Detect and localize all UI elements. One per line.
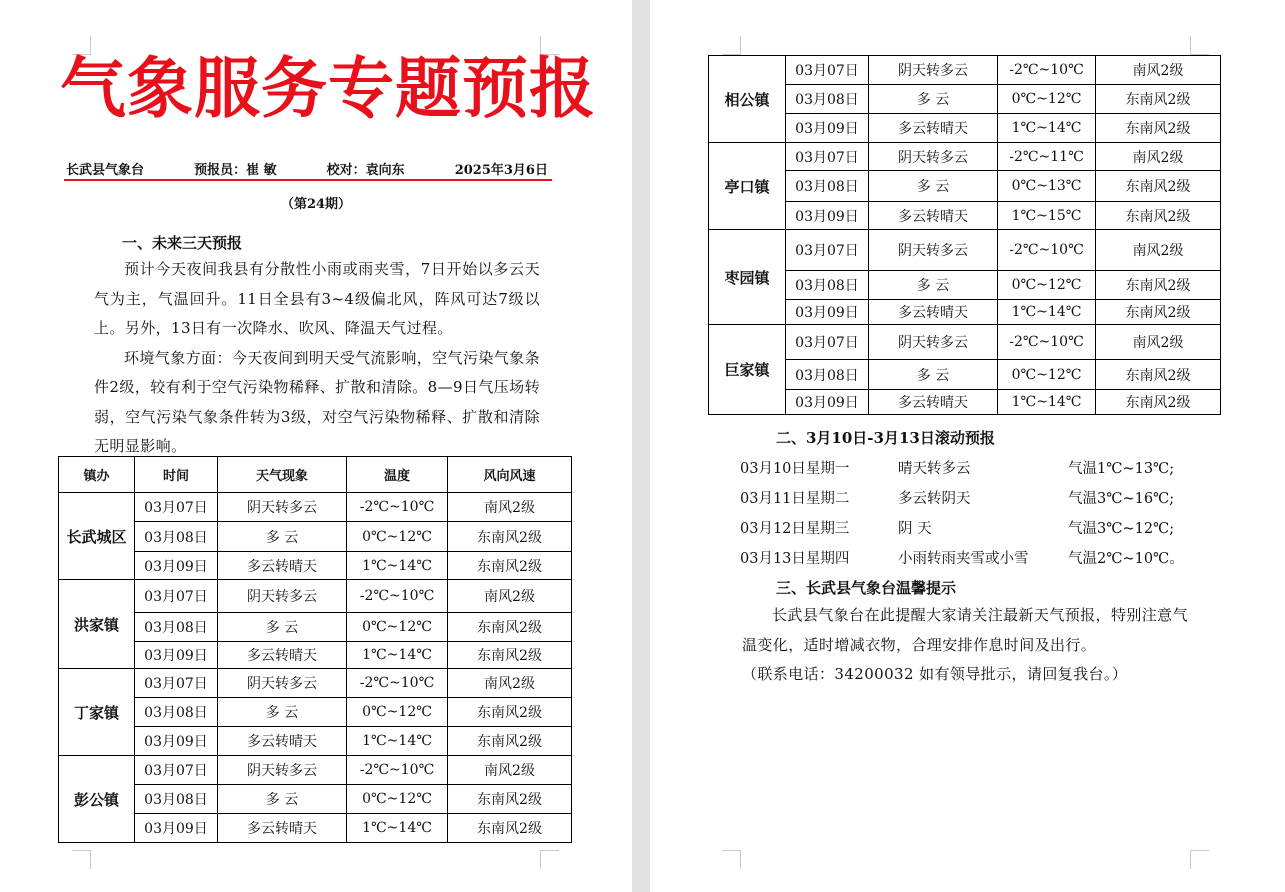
- column-header: 风向风速: [448, 457, 572, 493]
- section3-body: [742, 601, 1188, 660]
- date-cell: 03月09日: [135, 727, 218, 756]
- column-header: 时间: [135, 457, 218, 493]
- forecast-paragraph: 预计今天夜间我县有分散性小雨或雨夹雪，7日开始以多云天气为主，气温回升。11日全县有3~4级偏北风，阵风可达7级以上。另外，13日有一次降水、吹风、降温天气过程。: [94, 260, 540, 337]
- wind-cell: 东南风2级: [1096, 114, 1221, 143]
- wind-cell: 南风2级: [448, 669, 572, 698]
- weather-cell: 阴天转多云: [869, 143, 998, 171]
- temperature-cell: -2℃~11℃: [998, 143, 1096, 171]
- temperature-cell: -2℃~10℃: [998, 230, 1096, 271]
- wind-cell: 东南风2级: [448, 698, 572, 727]
- table-row: [59, 814, 572, 843]
- wind-cell: 南风2级: [448, 756, 572, 785]
- date-cell: 03月08日: [135, 522, 218, 552]
- wind-cell: 东南风2级: [1096, 360, 1221, 390]
- column-header: 镇办: [59, 457, 135, 493]
- table-header-row: [59, 457, 572, 493]
- temperature-cell: 1℃~14℃: [347, 727, 448, 756]
- weather-cell: 多云转晴天: [218, 727, 347, 756]
- contact-line: （联系电话：34200032 如有领导批示，请回复我台。）: [742, 665, 1128, 683]
- date-cell: 03月08日: [786, 85, 869, 114]
- wind-cell: 南风2级: [1096, 56, 1221, 85]
- forecast-temperature: 气温1℃~13℃;: [1068, 461, 1175, 477]
- forecast-day: 03月13日星期四: [740, 551, 850, 567]
- date-cell: 03月07日: [786, 56, 869, 85]
- temperature-cell: -2℃~10℃: [347, 493, 448, 522]
- weather-cell: 多 云: [869, 171, 998, 202]
- date-cell: 03月07日: [135, 493, 218, 522]
- date-cell: 03月09日: [135, 814, 218, 843]
- wind-cell: 南风2级: [1096, 230, 1221, 271]
- temperature-cell: 0℃~12℃: [347, 522, 448, 552]
- forecast-table-body: [709, 56, 1221, 415]
- wind-cell: 南风2级: [448, 493, 572, 522]
- wind-cell: 东南风2级: [448, 727, 572, 756]
- weather-cell: 多 云: [218, 785, 347, 814]
- forecast-temperature: 气温3℃~12℃;: [1068, 521, 1175, 537]
- table-row: [59, 552, 572, 580]
- weather-cell: 多云转晴天: [869, 114, 998, 143]
- section1-heading: 一、未来三天预报: [122, 234, 243, 252]
- forecast-day: 03月11日星期二: [740, 491, 850, 507]
- temperature-cell: -2℃~10℃: [347, 669, 448, 698]
- station-name: 长武县气象台: [66, 163, 145, 178]
- temperature-cell: 1℃~15℃: [998, 202, 1096, 230]
- date-cell: 03月08日: [135, 785, 218, 814]
- wind-cell: 东南风2级: [1096, 171, 1221, 202]
- section2-heading: 二、3月10日-3月13日滚动预报: [776, 429, 995, 447]
- table-row: [709, 114, 1221, 143]
- forecast-temperature: 气温3℃~16℃;: [1068, 491, 1175, 507]
- temperature-cell: -2℃~10℃: [347, 756, 448, 785]
- date-cell: 03月09日: [135, 642, 218, 669]
- wind-cell: 东南风2级: [448, 613, 572, 642]
- table-row: [59, 580, 572, 613]
- forecaster: 预报员：崔 敏: [194, 163, 277, 178]
- table-row: [59, 669, 572, 698]
- date-cell: 03月07日: [135, 756, 218, 785]
- weather-cell: 阴天转多云: [869, 230, 998, 271]
- temperature-cell: 0℃~12℃: [998, 360, 1096, 390]
- page-corner-mark: [540, 850, 559, 869]
- weather-cell: 多云转晴天: [869, 300, 998, 325]
- table-row: [709, 171, 1221, 202]
- forecast-weather: 多云转阴天: [898, 491, 971, 507]
- weather-cell: 多云转晴天: [218, 642, 347, 669]
- forecast-day: 03月12日星期三: [740, 521, 850, 537]
- temperature-cell: 0℃~12℃: [998, 271, 1096, 300]
- temperature-cell: 0℃~13℃: [998, 171, 1096, 202]
- table-row: [59, 727, 572, 756]
- wind-cell: 南风2级: [1096, 325, 1221, 360]
- town-name-cell: 相公镇: [709, 56, 786, 143]
- forecast-temperature: 气温2℃~10℃。: [1068, 551, 1184, 567]
- forecast-weather: 小雨转雨夹雪或小雪: [898, 551, 1029, 567]
- wind-cell: 南风2级: [448, 580, 572, 613]
- table-row: [59, 642, 572, 669]
- date-cell: 03月08日: [786, 171, 869, 202]
- date-cell: 03月07日: [135, 669, 218, 698]
- town-name-cell: 枣园镇: [709, 230, 786, 325]
- page-corner-mark: [1190, 850, 1209, 869]
- temperature-cell: 1℃~14℃: [998, 114, 1096, 143]
- table-row: [709, 56, 1221, 85]
- date-cell: 03月07日: [135, 580, 218, 613]
- date-cell: 03月09日: [786, 390, 869, 415]
- date-cell: 03月08日: [786, 271, 869, 300]
- wind-cell: 东南风2级: [448, 642, 572, 669]
- temperature-cell: 0℃~12℃: [347, 613, 448, 642]
- date-cell: 03月08日: [135, 698, 218, 727]
- weather-cell: 多 云: [869, 360, 998, 390]
- table-row: [709, 143, 1221, 171]
- table-row: [59, 493, 572, 522]
- issue-date: 2025年3月6日: [454, 163, 548, 178]
- forecast-table-body: [59, 457, 572, 843]
- date-cell: 03月08日: [786, 360, 869, 390]
- page-corner-mark: [722, 850, 741, 869]
- temperature-cell: 0℃~12℃: [347, 785, 448, 814]
- page-gap: [632, 0, 650, 892]
- table-row: [59, 698, 572, 727]
- table-row: [709, 202, 1221, 230]
- section3-heading: 三、长武县气象台温馨提示: [776, 579, 957, 597]
- date-cell: 03月09日: [786, 114, 869, 143]
- column-header: 温度: [347, 457, 448, 493]
- town-name-cell: 彭公镇: [59, 756, 135, 843]
- weather-cell: 多云转晴天: [218, 552, 347, 580]
- document-meta: [66, 159, 548, 178]
- reminder-paragraph: 长武县气象台在此提醒大家请关注最新天气预报，特别注意气温变化，适时增减衣物，合理安排作息时间及出行。: [742, 606, 1188, 654]
- date-cell: 03月08日: [135, 613, 218, 642]
- date-cell: 03月09日: [786, 202, 869, 230]
- weather-cell: 多 云: [218, 522, 347, 552]
- table-row: [709, 271, 1221, 300]
- weather-cell: 多 云: [869, 85, 998, 114]
- temperature-cell: -2℃~10℃: [998, 56, 1096, 85]
- reviewer: 校对：袁向东: [326, 163, 405, 178]
- weather-cell: 多云转晴天: [218, 814, 347, 843]
- weather-cell: 阴天转多云: [869, 56, 998, 85]
- town-name-cell: 丁家镇: [59, 669, 135, 756]
- weather-cell: 阴天转多云: [218, 580, 347, 613]
- table-row: [709, 300, 1221, 325]
- town-name-cell: 亭口镇: [709, 143, 786, 230]
- weather-cell: 多 云: [218, 613, 347, 642]
- page-corner-mark: [1190, 36, 1209, 55]
- weather-cell: 阴天转多云: [218, 669, 347, 698]
- page-corner-mark: [722, 36, 741, 55]
- wind-cell: 东南风2级: [448, 814, 572, 843]
- wind-cell: 东南风2级: [448, 785, 572, 814]
- temperature-cell: 1℃~14℃: [347, 552, 448, 580]
- column-header: 天气现象: [218, 457, 347, 493]
- wind-cell: 东南风2级: [1096, 300, 1221, 325]
- page-corner-mark: [72, 850, 91, 869]
- temperature-cell: 1℃~14℃: [347, 814, 448, 843]
- town-name-cell: 长武城区: [59, 493, 135, 580]
- table-row: [709, 390, 1221, 415]
- wind-cell: 东南风2级: [448, 522, 572, 552]
- table-row: [709, 85, 1221, 114]
- table-row: [59, 613, 572, 642]
- environment-paragraph: 环境气象方面：今天夜间到明天受气流影响，空气污染气象条件2级，较有利于空气污染物稀释、扩散和清除。8—9日气压场转弱，空气污染气象条件转为3级，对空气污染物稀释、扩散和清除无明显影响。: [94, 348, 540, 455]
- date-cell: 03月09日: [135, 552, 218, 580]
- wind-cell: 东南风2级: [1096, 202, 1221, 230]
- red-divider: [64, 179, 552, 181]
- document-page-1: [0, 0, 632, 892]
- weather-cell: 多云转晴天: [869, 390, 998, 415]
- wind-cell: 南风2级: [1096, 143, 1221, 171]
- section1-body: [94, 255, 540, 462]
- wind-cell: 东南风2级: [1096, 390, 1221, 415]
- weather-cell: 多 云: [218, 698, 347, 727]
- wind-cell: 东南风2级: [1096, 271, 1221, 300]
- temperature-cell: -2℃~10℃: [998, 325, 1096, 360]
- date-cell: 03月07日: [786, 143, 869, 171]
- table-row: [59, 522, 572, 552]
- table-row: [59, 756, 572, 785]
- temperature-cell: -2℃~10℃: [347, 580, 448, 613]
- issue-number: （第24期）: [280, 197, 352, 212]
- temperature-cell: 1℃~14℃: [998, 390, 1096, 415]
- table-row: [709, 360, 1221, 390]
- town-name-cell: 洪家镇: [59, 580, 135, 669]
- weather-cell: 多 云: [869, 271, 998, 300]
- date-cell: 03月07日: [786, 325, 869, 360]
- temperature-cell: 0℃~12℃: [347, 698, 448, 727]
- date-cell: 03月09日: [786, 300, 869, 325]
- weather-cell: 阴天转多云: [218, 493, 347, 522]
- forecast-weather: 晴天转多云: [898, 461, 971, 477]
- temperature-cell: 1℃~14℃: [347, 642, 448, 669]
- forecast-day: 03月10日星期一: [740, 461, 850, 477]
- table-row: [59, 785, 572, 814]
- weather-cell: 阴天转多云: [218, 756, 347, 785]
- forecast-table-part1: [58, 456, 572, 843]
- forecast-weather: 阴 天: [898, 521, 932, 537]
- date-cell: 03月07日: [786, 230, 869, 271]
- temperature-cell: 0℃~12℃: [998, 85, 1096, 114]
- document-title: 气象服务专题预报: [60, 49, 596, 127]
- weather-cell: 多云转晴天: [869, 202, 998, 230]
- temperature-cell: 1℃~14℃: [998, 300, 1096, 325]
- wind-cell: 东南风2级: [448, 552, 572, 580]
- table-row: [709, 325, 1221, 360]
- town-name-cell: 巨家镇: [709, 325, 786, 415]
- table-row: [709, 230, 1221, 271]
- wind-cell: 东南风2级: [1096, 85, 1221, 114]
- forecast-table-part2: [708, 55, 1221, 415]
- weather-cell: 阴天转多云: [869, 325, 998, 360]
